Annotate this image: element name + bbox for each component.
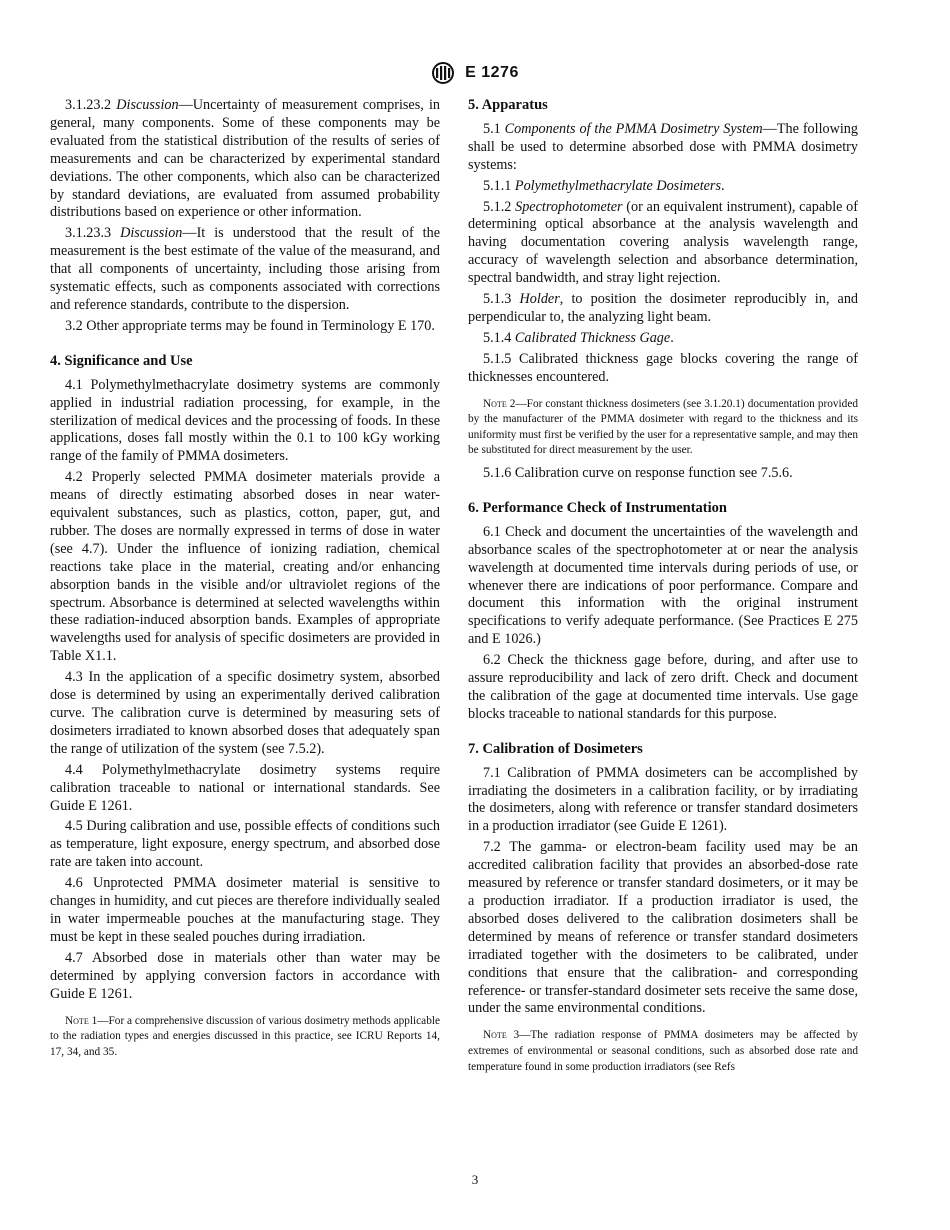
right-column [468,97,858,1081]
paragraph-3-1-23-3: 3.1.23.3 Discussion—It is understood that the result of the measurement is the best estimate of the value of the measurand, and that all components of uncertainty, including those arising from systematic effects, such as components associated with corrections and reference standards, contribute to the dispersion. [50,225,440,313]
paragraph-7-2: 7.2 The gamma- or electron-beam facility used may be an accredited calibration facility that provides an absorbed-dose rate measured by reference or transfer standard dosimeters, or it may be a production irradiator. If a production irradiator is used, the absorbed doses delivered to the calibration dosimeters shall be determined by means of reference or transfer standard dosimeters irradiated together with the dosimeters to be calibrated, under conditions that ensure that the calibration- and corresponding reference- or transfer-standard dosimeter sets receive the same dose, under the same environmental conditions. [468,839,858,1017]
paragraph-7-1: 7.1 Calibration of PMMA dosimeters can be accomplished by irradiating the dosimeters in a calibration facility, or by irradiating the dosimeters, along with reference or transfer standard dosimeters in a production irradiator (see Guide E 1261). [468,764,858,835]
left-column [50,97,440,1066]
paragraph-5-1-5: 5.1.5 Calibrated thickness gage blocks covering the range of thicknesses encountered. [468,350,858,385]
section-5-heading: 5. Apparatus [468,97,548,113]
paragraph-5-1-2: 5.1.2 Spectrophotometer (or an equivalent instrument), capable of determining optical absorbance at the analysis wavelength and having documentation covering analysis wavelength range, accuracy of wavelength selection and absorbance determination, spectral bandwidth, and stray light rejection. [468,198,859,287]
paragraph-6-2: 6.2 Check the thickness gage before, during, and after use to assure reproducibility and lack of zero drift. Check and document the calibration of the gage at documented time intervals. Use gage blocks traceable to national standards for this purpose. [468,652,858,722]
paragraph-5-1-3: 5.1.3 Holder, to position the dosimeter reproducibly in, and perpendicular to, the analyzing light beam. [468,291,859,325]
paragraph-5-1-6: 5.1.6 Calibration curve on response function see 7.5.6. [483,464,793,481]
paragraph-4-5: 4.5 During calibration and use, possible effects of conditions such as temperature, light exposure, energy spectrum, and absorbed dose rate are taken into account. [50,818,440,871]
section-7-heading: 7. Calibration of Dosimeters [468,740,643,757]
paragraph-4-6: 4.6 Unprotected PMMA dosimeter material is sensitive to changes in humidity, and cut pieces are therefore individually sealed in water impermeable pouches at the manufacturing stage. They must be kept in these sealed pouches during irradiation. [50,875,440,945]
paragraph-4-2: 4.2 Properly selected PMMA dosimeter materials provide a means of directly estimating absorbed doses in near water-equivalent substances, such as plastics, cotton, paper, gut, and rubber. The doses are normally expressed in terms of dose in water (see 4.7). Under the influence of ionizing radiation, chemical reactions take place in the material, creating and/or enhancing absorption bands in the visible and/or ultraviolet regions of the spectrum. Absorbance is determined at selected wavelengths within these radiation-induced absorption bands. Examples of appropriate wavelengths used for analysis of specific dosimeters are provided in Table X1.1. [50,469,440,665]
paragraph-4-7: 4.7 Absorbed dose in materials other than water may be determined by applying conversion factors in accordance with Guide E 1261. [50,949,440,1002]
note-1: Note 1—For a comprehensive discussion of various dosimetry methods applicable to the radiation types and energies discussed in this practice, see ICRU Reports 14, 17, 34, and 35. [50,1014,440,1058]
document-id: E 1276 [465,64,519,81]
paragraph-5-1-1: 5.1.1 Polymethylmethacrylate Dosimeters. [483,177,725,194]
note-3: Note 3—The radiation response of PMMA dosimeters may be affected by extremes of environmental or seasonal conditions, such as absorbed dose rate and temperature found in some production irradiators (see Refs [468,1029,858,1073]
paragraph-3-2: 3.2 Other appropriate terms may be found in Terminology E 170. [65,317,435,334]
section-4-heading: 4. Significance and Use [50,352,193,369]
page-header [0,62,950,84]
paragraph-4-1: 4.1 Polymethylmethacrylate dosimetry systems are commonly applied in industrial radiation processing, for example, in the sterilization of medical devices and the processing of foods. In these applications, doses fall mostly within the 0.1 to 100 kGy working range of the family of PMMA dosimeters. [50,376,440,465]
paragraph-3-1-23-2: 3.1.23.2 Discussion—Uncertainty of measurement comprises, in general, many components. Some of these components may be evaluated from the statistical distribution of the results of series of measurements and can be characterized by experimental standard deviations. The other components, which also can be characterized by standard deviations, are evaluated from assumed probability distributions based on experience or other information. [50,97,441,221]
section-6-heading: 6. Performance Check of Instrumentation [468,499,727,516]
page-number: 3 [471,1172,479,1187]
note-2: Note 2—For constant thickness dosimeters (see 3.1.20.1) documentation provided by the manufacturer of the PMMA dosimeter with regard to the thickness and its uniformity must first be verified by the user for a representative sample, and may then be substituted for direct measurement by the user. [468,397,858,457]
paragraph-5-1-4: 5.1.4 Calibrated Thickness Gage. [483,329,674,346]
astm-logo-icon [431,62,455,84]
paragraph-4-3: 4.3 In the application of a specific dosimetry system, absorbed dose is determined by using an experimentally derived calibration curve. The calibration curve is determined by measuring sets of dosimeters irradiated to known absorbed doses that adequately span the range of utilization of the system (see 7.5.2). [50,669,440,757]
paragraph-5-1: 5.1 Components of the PMMA Dosimetry System—The following shall be used to determine absorbed dose with PMMA dosimetry systems: [468,120,858,173]
paragraph-4-4: 4.4 Polymethylmethacrylate dosimetry systems require calibration traceable to national or international standards. See Guide E 1261. [50,761,440,814]
paragraph-6-1: 6.1 Check and document the uncertainties of the wavelength and absorbance scales of the spectrophotometer at or near the analysis wavelength at documented time intervals during periods of use, or whenever there are indications of poor performance. Compare and document this information with the original instrument specifications to verify adequate performance. (See Practices E 275 and E 1026.) [468,523,858,648]
